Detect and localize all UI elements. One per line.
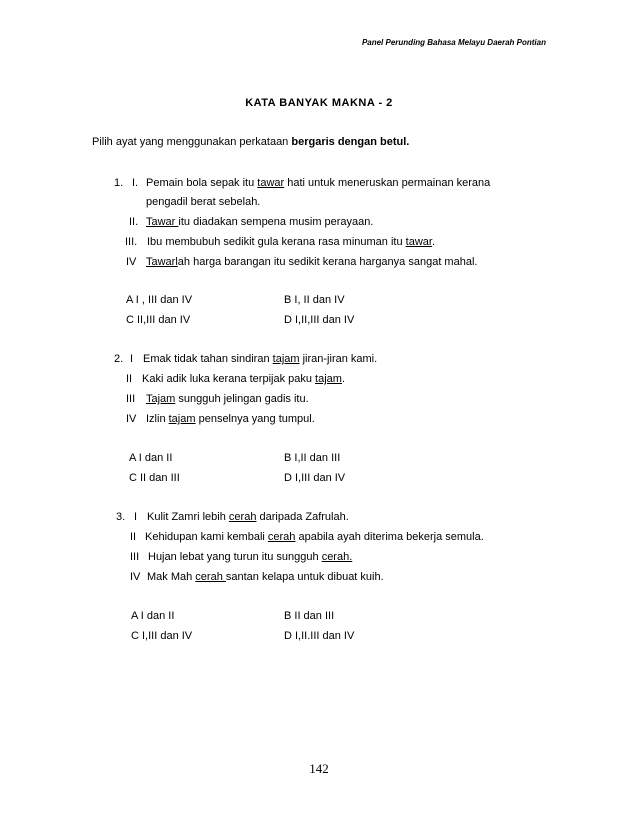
q3-option-b: B II dan III [284, 610, 335, 622]
q2-s2-text-b: . [341, 373, 346, 385]
q3-s2-text-b: apabila ayah diterima bekerja semula. [295, 531, 484, 543]
q3-s1-num: I [134, 511, 138, 523]
q1-s1-num: I. [132, 177, 139, 189]
q1-s4-text-b: ah harga barangan itu sedikit kerana harganya sangat mahal. [177, 256, 478, 268]
q1-s2-num: II. [129, 216, 139, 228]
q2-number: 2. [114, 353, 124, 365]
q3-number: 3. [116, 511, 126, 523]
q1-s2 [146, 216, 373, 228]
q3-s2-text-a: Kehidupan kami kembali [145, 531, 268, 543]
q3-s4-num: IV [130, 571, 141, 583]
q3-s4-underlined: cerah [195, 571, 226, 583]
q2-s2-num: II [126, 373, 133, 385]
page-number: 142 [309, 761, 329, 776]
q3-s4-text-b: santan kelapa untuk dibuat kuih. [225, 571, 384, 583]
q1-option-a: A I , III dan IV [126, 294, 193, 306]
q2-s4 [146, 413, 315, 425]
q2-option-d: D I,III dan IV [284, 472, 346, 484]
instruction [92, 136, 409, 148]
q2-s1 [143, 353, 377, 365]
q2-s3-underlined: Tajam [146, 393, 176, 405]
q2-s2 [142, 373, 345, 385]
q1-s4-underlined: Tawarl [146, 256, 178, 268]
q3-s1-underlined: cerah [228, 511, 257, 523]
q3-option-d: D I,II.III dan IV [284, 630, 355, 642]
q1-option-d: D I,II,III dan IV [284, 314, 355, 326]
q2-s1-text-a: Emak tidak tahan sindiran [143, 353, 273, 365]
q3-s3-num: III [130, 551, 140, 563]
q1-s1-continued: pengadil berat sebelah. [146, 196, 261, 208]
q1-s1-text-b: hati untuk meneruskan permainan kerana [284, 177, 491, 189]
instruction-text: Pilih ayat yang menggunakan perkataan [92, 136, 292, 148]
q1-s4 [146, 256, 477, 268]
q2-s1-num: I [130, 353, 134, 365]
q3-s1 [147, 511, 349, 523]
q1-option-c: C II,III dan IV [126, 314, 191, 326]
q3-s1-text-b: daripada Zafrulah. [256, 511, 349, 523]
q2-s2-text-a: Kaki adik luka kerana terpijak paku [142, 373, 316, 385]
q3-s1-text-a: Kulit Zamri lebih [147, 511, 229, 523]
instruction-bold: bergaris dengan betul. [291, 136, 410, 148]
q1-s1 [146, 177, 490, 189]
q1-s3-text-a: Ibu membubuh sedikit gula kerana rasa minuman itu [147, 236, 406, 248]
page-title: KATA BANYAK MAKNA - 2 [245, 97, 393, 109]
q2-s3 [146, 393, 309, 405]
q3-s3 [148, 551, 352, 563]
q2-option-a: A I dan II [129, 452, 173, 464]
q2-s3-num: III [126, 393, 136, 405]
q1-s4-num: IV [126, 256, 137, 268]
q2-option-b: B I,II dan III [284, 452, 341, 464]
q1-s1-text-a: Pemain bola sepak itu [146, 177, 258, 189]
q1-s3-underlined: tawar [405, 236, 432, 248]
q3-s3-underlined: cerah. [321, 551, 353, 563]
q3-option-a: A I dan II [131, 610, 175, 622]
q2-s4-text-a: Izlin [146, 413, 169, 425]
q2-option-c: C II dan III [129, 472, 180, 484]
q1-option-b: B I, II dan IV [284, 294, 345, 306]
q1-s2-text-b: itu diadakan sempena musim perayaan. [178, 216, 374, 228]
q1-s2-underlined: Tawar [146, 216, 179, 228]
q1-s3-num: III. [125, 236, 138, 248]
q3-s3-text-a: Hujan lebat yang turun itu sungguh [148, 551, 322, 563]
q3-s2-underlined: cerah [267, 531, 296, 543]
q3-s2 [145, 531, 484, 543]
q2-s2-underlined: tajam [315, 373, 342, 385]
q1-number: 1. [114, 177, 124, 189]
q3-option-c: C I,III dan IV [131, 630, 193, 642]
q1-s3 [147, 236, 435, 248]
page-header: Panel Perunding Bahasa Melayu Daerah Pontian [361, 38, 546, 47]
q2-s1-text-b: jiran-jiran kami. [299, 353, 378, 365]
q2-s4-underlined: tajam [168, 413, 196, 425]
q1-s1-underlined: tawar [257, 177, 285, 189]
q2-s4-text-b: penselnya yang tumpul. [195, 413, 315, 425]
q3-s4 [147, 571, 384, 583]
q1-s3-text-b: . [431, 236, 435, 248]
q2-s3-text-b: sungguh jelingan gadis itu. [175, 393, 309, 405]
q2-s4-num: IV [126, 413, 137, 425]
q3-s4-text-a: Mak Mah [147, 571, 196, 583]
q3-s2-num: II [130, 531, 137, 543]
q2-s1-underlined: tajam [272, 353, 300, 365]
